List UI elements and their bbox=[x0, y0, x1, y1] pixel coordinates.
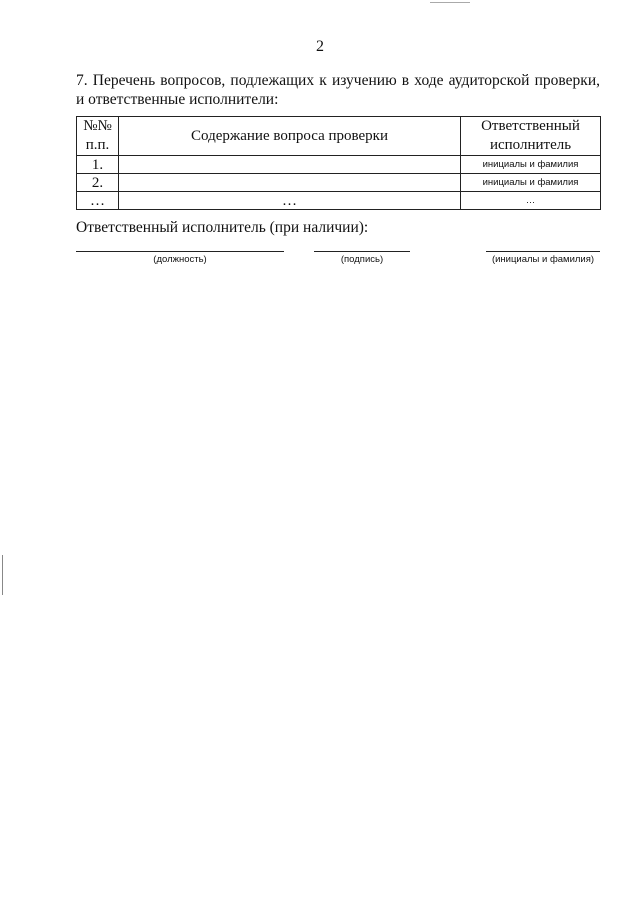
table-header-row bbox=[77, 117, 601, 156]
section-heading-line1: 7. Перечень вопросов, подлежащих к изучению в ходе аудиторской проверки, bbox=[76, 72, 600, 89]
row-executor: инициалы и фамилия bbox=[461, 156, 601, 174]
row-content: … bbox=[119, 192, 461, 210]
header-number bbox=[77, 117, 119, 156]
signature-line bbox=[314, 251, 410, 252]
row-number: … bbox=[77, 192, 119, 210]
header-executor-line2: исполнитель bbox=[489, 137, 572, 153]
table-row bbox=[77, 192, 601, 210]
row-number: 2. bbox=[77, 174, 119, 192]
scan-artifact-left bbox=[2, 555, 3, 595]
row-executor: … bbox=[461, 192, 601, 210]
header-executor bbox=[461, 117, 601, 156]
row-executor: инициалы и фамилия bbox=[461, 174, 601, 192]
table-row bbox=[77, 174, 601, 192]
position-caption: (должность) bbox=[153, 254, 207, 265]
section-heading bbox=[76, 71, 600, 109]
audit-questions-table bbox=[76, 116, 601, 210]
header-content: Содержание вопроса проверки bbox=[119, 117, 461, 156]
name-line bbox=[486, 251, 600, 252]
table-row bbox=[77, 156, 601, 174]
signature-caption: (подпись) bbox=[340, 254, 384, 265]
row-content bbox=[119, 174, 461, 192]
responsible-executor-label: Ответственный исполнитель (при наличии): bbox=[76, 219, 369, 236]
header-number-line2: п.п. bbox=[85, 137, 110, 153]
name-caption: (инициалы и фамилия) bbox=[491, 254, 595, 265]
section-heading-line2: и ответственные исполнители: bbox=[76, 91, 279, 108]
header-executor-line1: Ответственный bbox=[481, 118, 580, 134]
row-content bbox=[119, 156, 461, 174]
page-number: 2 bbox=[316, 38, 324, 55]
scan-artifact-top bbox=[430, 2, 470, 3]
header-number-line1: №№ bbox=[83, 118, 112, 134]
row-number: 1. bbox=[77, 156, 119, 174]
position-line bbox=[76, 251, 284, 252]
